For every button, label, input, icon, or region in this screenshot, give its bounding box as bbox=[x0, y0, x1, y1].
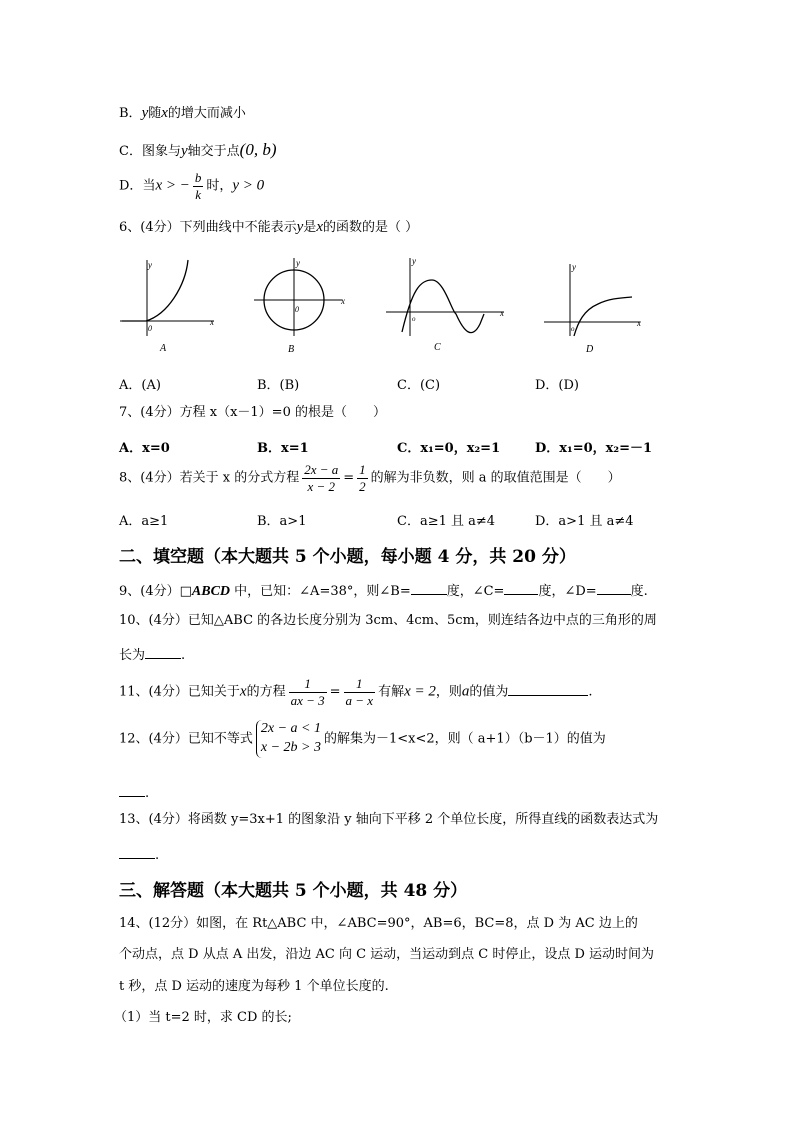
q7-option-c: C．x₁=0，x₂=1 bbox=[397, 441, 501, 456]
graph-a bbox=[118, 258, 228, 358]
section-heading-fill-in: 二、填空题（本大题共 5 个小题，每小题 4 分，共 20 分） bbox=[119, 547, 576, 567]
fraction-rhs bbox=[357, 462, 368, 494]
text: 轴交于点 bbox=[187, 144, 240, 159]
q7-option-b: B．x=1 bbox=[257, 441, 309, 456]
text: ，则 bbox=[435, 684, 462, 700]
answer-blank[interactable] bbox=[119, 784, 145, 797]
option-label: B． bbox=[119, 106, 142, 121]
axis-label-x: x bbox=[341, 296, 345, 306]
q9-stem bbox=[119, 582, 648, 601]
option-label: C． bbox=[119, 144, 142, 159]
text: 时， bbox=[206, 178, 233, 194]
q12-answer-line bbox=[119, 784, 149, 802]
inequality-1: 2x − a < 1 bbox=[260, 721, 321, 736]
q14-stem-line1: 14、(12分）如图，在 Rt△ABC 中，∠ABC=90°，AB=6，BC=8，点 D 为 AC 边上的 bbox=[119, 916, 638, 931]
q5-option-c bbox=[119, 140, 276, 160]
q6-option-a: A．(A) bbox=[119, 378, 161, 393]
math-x: x bbox=[161, 105, 168, 121]
text: . bbox=[588, 684, 593, 700]
text: 的方程 bbox=[246, 684, 286, 700]
graph-d bbox=[542, 258, 652, 358]
numerator: 1 bbox=[344, 676, 376, 693]
text: 有解 bbox=[378, 684, 405, 700]
numerator: 1 bbox=[289, 676, 327, 693]
fraction-lhs bbox=[289, 676, 327, 708]
q7-option-a: A．x=0 bbox=[119, 441, 170, 456]
q7-stem: 7、(4分）方程 x（x－1）=0 的根是（ ） bbox=[119, 405, 386, 420]
text: 的解集为－1<x<2，则（ a+1）（b－1）的值为 bbox=[324, 731, 606, 747]
denominator: x − 2 bbox=[307, 478, 336, 494]
math-condition: y > 0 bbox=[232, 177, 265, 194]
math-point: (0, b) bbox=[239, 140, 277, 159]
q8-option-d: D．a>1 且 a≠4 bbox=[535, 514, 634, 529]
equals-sign: = bbox=[343, 470, 355, 486]
q8-option-b: B．a>1 bbox=[257, 514, 307, 529]
q5-option-b bbox=[119, 104, 246, 122]
q6-option-d: D．(D) bbox=[535, 378, 579, 393]
text: . bbox=[155, 848, 160, 863]
fraction-lhs bbox=[302, 462, 340, 494]
text: 9、(4分）□ bbox=[119, 584, 192, 599]
answer-blank[interactable] bbox=[504, 582, 538, 595]
text: 长为 bbox=[119, 648, 146, 663]
text: 度. bbox=[630, 584, 648, 599]
q5-option-d bbox=[119, 170, 264, 202]
q12-stem bbox=[119, 720, 606, 758]
text: 8、(4分）若关于 x 的分式方程 bbox=[119, 470, 300, 486]
q10-stem-line1: 10、(4分）已知△ABC 的各边长度分别为 3cm、4cm、5cm，则连结各边中点的三角形的周 bbox=[119, 613, 657, 628]
numerator: b bbox=[194, 170, 202, 185]
inequality-2: x − 2b > 3 bbox=[260, 739, 321, 755]
section-heading-solve: 三、解答题（本大题共 5 个小题，共 48 分） bbox=[119, 881, 468, 901]
axis-label-y: y bbox=[572, 262, 576, 272]
axis-label-x: x bbox=[500, 308, 504, 318]
fraction-rhs bbox=[344, 676, 376, 708]
answer-blank[interactable] bbox=[145, 646, 181, 659]
curve bbox=[402, 280, 484, 333]
q6-stem bbox=[119, 218, 418, 236]
q7-option-d: D．x₁=0，x₂=－1 bbox=[535, 441, 653, 456]
text: 的函数的是（ ） bbox=[322, 220, 419, 235]
text: . bbox=[181, 648, 186, 663]
axis-label-x: x bbox=[637, 318, 641, 328]
math-x: x bbox=[239, 683, 247, 700]
graph-b bbox=[252, 256, 362, 358]
math-y: y bbox=[296, 219, 304, 235]
q8-option-a: A．a≥1 bbox=[119, 514, 169, 529]
axis-label-y: y bbox=[148, 260, 152, 270]
denominator: 2 bbox=[359, 478, 366, 494]
denominator: ax − 3 bbox=[290, 692, 325, 708]
text: 11、(4分）已知关于 bbox=[119, 684, 240, 700]
q8-stem bbox=[119, 462, 621, 494]
q14-stem-line3: t 秒，点 D 运动的速度为每秒 1 个单位长度的. bbox=[119, 979, 389, 994]
origin-label: o bbox=[571, 325, 575, 333]
numerator: 2x − a bbox=[304, 462, 339, 477]
text: 度，∠D= bbox=[538, 584, 597, 599]
axis-label-y: y bbox=[412, 256, 416, 266]
fraction-b-over-k bbox=[193, 170, 204, 202]
origin-label: 0 bbox=[148, 324, 152, 333]
text: 图象与 bbox=[141, 144, 181, 159]
numerator: 1 bbox=[359, 462, 366, 477]
graph-caption: A bbox=[160, 343, 167, 354]
axis-label-y: y bbox=[296, 258, 300, 268]
origin-label: o bbox=[412, 315, 416, 323]
q13-answer-line bbox=[119, 846, 159, 864]
q10-stem-line2 bbox=[119, 646, 185, 664]
math-a: a bbox=[461, 683, 470, 700]
origin-label: 0 bbox=[295, 305, 299, 314]
axis-label-x: x bbox=[210, 317, 214, 327]
answer-blank[interactable] bbox=[411, 582, 447, 595]
text: 的值为 bbox=[469, 684, 509, 700]
q8-option-c: C．a≥1 且 a≠4 bbox=[397, 514, 496, 529]
q6-option-c: C．(C) bbox=[397, 378, 441, 393]
math-abcd: ABCD bbox=[191, 584, 231, 599]
text: . bbox=[145, 786, 150, 801]
q14-stem-line2: 个动点，点 D 从点 A 出发，沿边 AC 向 C 运动，当运动到点 C 时停止，设点 D 运动时间为 bbox=[119, 947, 655, 962]
graph-caption: C bbox=[434, 342, 441, 353]
text: 当 bbox=[142, 178, 156, 194]
text: 中，已知：∠A=38°，则∠B= bbox=[230, 584, 411, 599]
text: 是 bbox=[303, 220, 317, 235]
q11-stem bbox=[119, 676, 593, 708]
answer-blank[interactable] bbox=[597, 582, 631, 595]
text: 6、(4分）下列曲线中不能表示 bbox=[119, 220, 297, 235]
q6-option-b: B．(B) bbox=[257, 378, 300, 393]
denominator: k bbox=[195, 186, 201, 202]
q13-stem-line1: 13、(4分）将函数 y=3x+1 的图象沿 y 轴向下平移 2 个单位长度，所得直线的函数表达式为 bbox=[119, 812, 659, 827]
text: 度，∠C= bbox=[446, 584, 505, 599]
text: 的解为非负数，则 a 的取值范围是（ ） bbox=[370, 470, 621, 486]
math-inequality: x > − bbox=[155, 177, 190, 194]
math-y: y bbox=[141, 105, 149, 121]
option-label: D． bbox=[119, 178, 143, 194]
text: 的增大而减小 bbox=[167, 106, 246, 121]
q14-subquestion-1: （1）当 t=2 时，求 CD 的长; bbox=[114, 1010, 292, 1025]
math-y: y bbox=[180, 143, 188, 159]
math-x: x bbox=[316, 219, 323, 235]
inequality-system bbox=[256, 720, 321, 758]
denominator: a − x bbox=[345, 692, 374, 708]
curve bbox=[122, 260, 188, 321]
graph-c bbox=[384, 256, 514, 358]
graph-caption: D bbox=[586, 344, 594, 355]
equals-sign: = bbox=[329, 684, 341, 700]
answer-blank[interactable] bbox=[119, 846, 155, 859]
math-solution: x = 2 bbox=[404, 683, 436, 700]
text: 12、(4分）已知不等式 bbox=[119, 731, 253, 747]
answer-blank[interactable] bbox=[508, 683, 588, 696]
graph-caption: B bbox=[288, 344, 295, 355]
text: 随 bbox=[148, 106, 162, 121]
curve bbox=[574, 297, 632, 336]
